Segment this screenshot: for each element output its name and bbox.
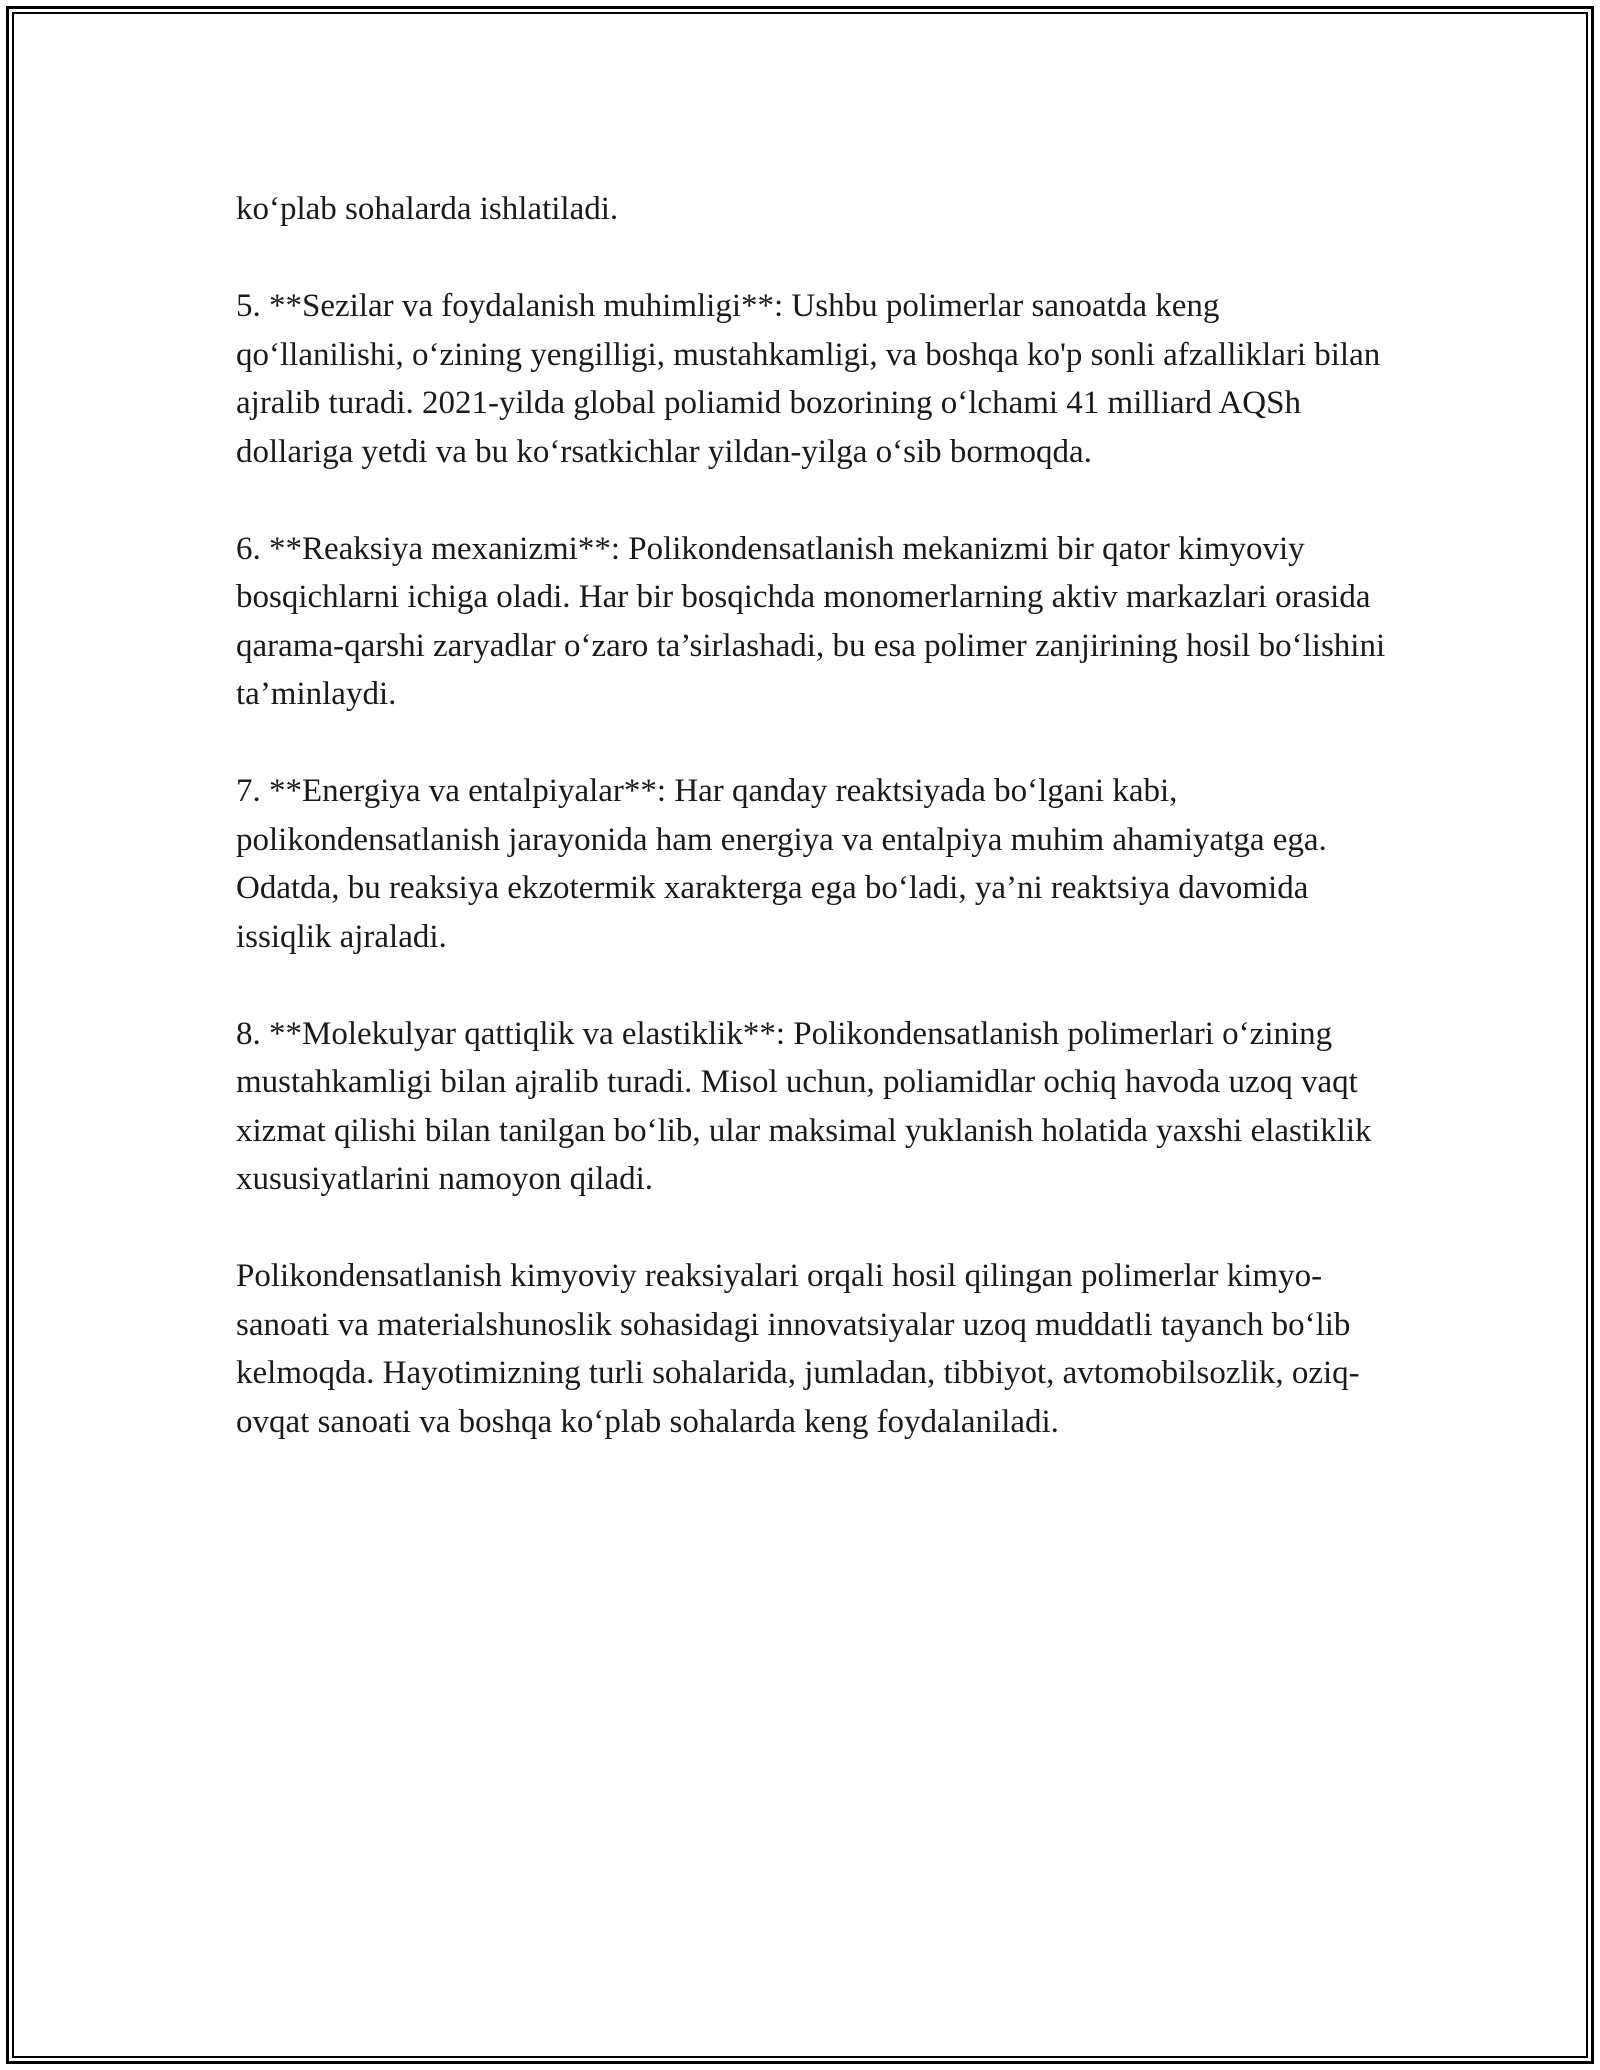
paragraph-item-8: 8. **Molekulyar qattiqlik va elastiklik**: Polikondensatlanish polimerlari o‘zining mustahkamligi bilan ajralib turadi. Misol uchun, poliamidlar ochiq havoda uzoq vaqt xizmat qilishi bilan tanilgan bo‘lib, ular maksimal yuklanish holatida yaxshi elastiklik xususiyatlarini namoyon qiladi. bbox=[236, 1015, 1372, 1197]
document-body bbox=[236, 185, 1386, 1446]
paragraph-item-5: 5. **Sezilar va foydalanish muhimligi**: Ushbu polimerlar sanoatda keng qo‘llanilishi, o‘zining yengilligi, mustahkamligi, va boshqa ko'p sonli afzalliklari bilan ajralib turadi. 2021-yilda global poliamid bozorining o‘lchami 41 milliard AQSh dollariga yetdi va bu ko‘rsatkichlar yildan-yilga o‘sib bormoqda. bbox=[236, 288, 1381, 470]
paragraph-conclusion: Polikondensatlanish kimyoviy reaksiyalari orqali hosil qilingan polimerlar kimyo-sanoati va materialshunoslik sohasidagi innovatsiyalar uzoq muddatli tayanch bo‘lib kelmoqda. Hayotimizning turli sohalarida, jumladan, tibbiyot, avtomobilsozlik, oziq-ovqat sanoati va boshqa ko‘plab sohalarda keng foydalaniladi. bbox=[236, 1258, 1360, 1440]
paragraph-item-6: 6. **Reaksiya mexanizmi**: Polikondensatlanish mekanizmi bir qator kimyoviy bosqichlarni ichiga oladi. Har bir bosqichda monomerlarning aktiv markazlari orasida qarama-qarshi zaryadlar o‘zaro ta’sirlashadi, bu esa polimer zanjirining hosil bo‘lishini ta’minlaydi. bbox=[236, 530, 1386, 712]
paragraph-continuation: ko‘plab sohalarda ishlatiladi. bbox=[236, 191, 619, 227]
paragraph-item-7: 7. **Energiya va entalpiyalar**: Har qanday reaktsiyada bo‘lgani kabi, polikondensatlanish jarayonida ham energiya va entalpiya muhim ahamiyatga ega. Odatda, bu reaksiya ekzotermik xarakterga ega bo‘ladi, ya’ni reaktsiya davomida issiqlik ajraladi. bbox=[236, 773, 1327, 955]
